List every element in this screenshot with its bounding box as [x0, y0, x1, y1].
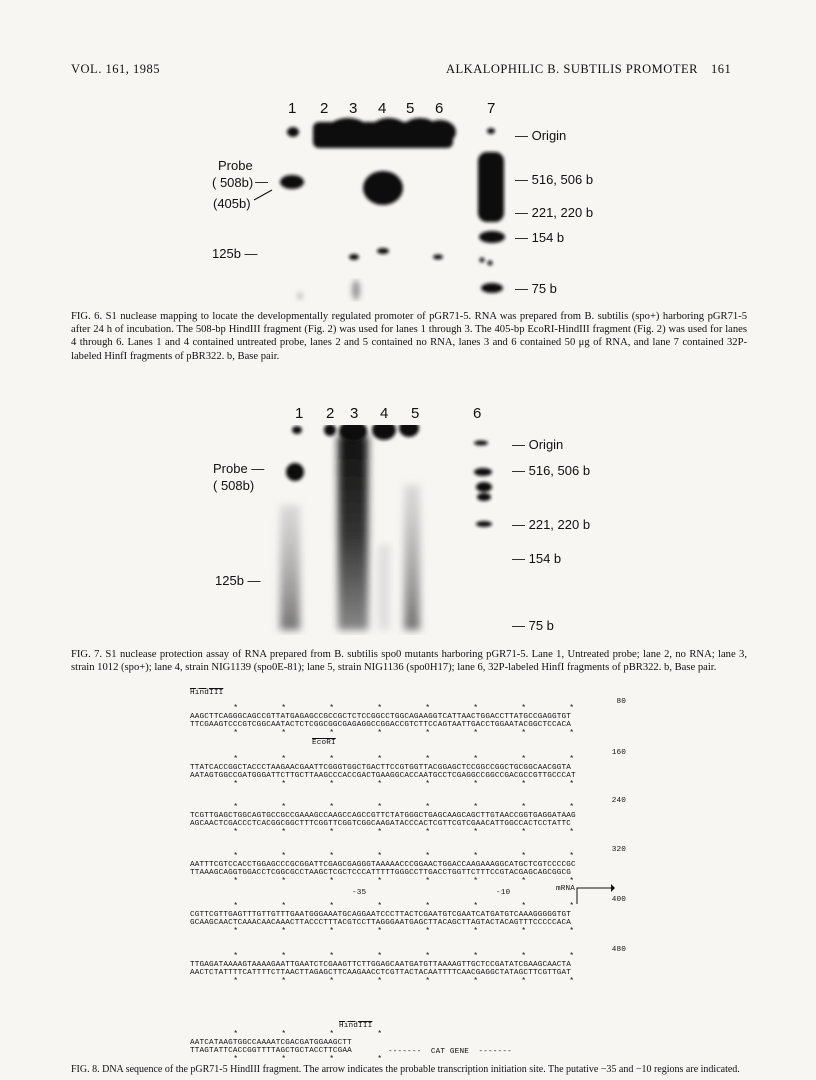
fig6-probe-label: Probe [218, 158, 253, 173]
sequence-bottom-strand: GCAAGCAACTCAAACAACAAACTTACCCTTTACGTCCTTAGGGAATGAGCTTACAGCTTAGTACTACAGTTTCCCCCACA [190, 919, 572, 927]
sequence-block [190, 846, 626, 886]
sequence-position: 480 [611, 946, 626, 954]
sequence-bottom-strand: TTAAAGCAGGTGGACCTCGGCGCCTAAGCTCGCTCCCATTTTTGGGCCTTGACCTGGTTCTTTCCGTACGAGCAGCGGCG [190, 869, 572, 877]
fig7-125b-label: 125b — [215, 573, 261, 588]
mrna-label: mRNA [556, 885, 576, 893]
sequence-top-strand: AAGCTTCAGGGCAGCCGTTATGAGAGCCGCCGCTCTCCGGCCTGGCAGAAGGTCATTAACTGGACCTTATGCCGAGGTGT [190, 713, 572, 721]
sequence-position: 320 [611, 846, 626, 854]
fig7-marker-516: — 516, 506 b [512, 463, 591, 478]
tick-row: * * * * * * * * [190, 852, 575, 861]
fig6-lane-label: 7 [487, 100, 496, 117]
fig6-lane-label: 4 [378, 100, 387, 117]
sequence-top-strand: TTGAGATAAAAGTAAAAGAATTGAATCTCGAAGTTCTTGGAGCAATGATGTTAAAAGTTGCTCCGATATCGAAGCAACTA [190, 961, 572, 969]
fig7-lane3-smear [338, 435, 368, 630]
cat-gene-label: ------- CAT GENE ------- [388, 1048, 512, 1056]
fig6-probe-size-405: (405b) [213, 196, 251, 211]
tick-row: * * * * [190, 1055, 383, 1064]
tick-row: * * * * * * * * [190, 729, 575, 738]
sequence-position: 400 [611, 896, 626, 904]
fig6-marker-ladder [478, 152, 504, 222]
fig7-lane-label: 4 [380, 405, 389, 422]
fig6-lane4-125b-band [377, 248, 389, 254]
fig7-marker-221: — 221, 220 b [512, 517, 591, 532]
sequence-top-strand: AATCATAAGTGGCCAAAATCGACGATGGAAGCTT [190, 1039, 352, 1047]
tick-row: * * * * * * * * [190, 952, 575, 961]
fig6-lane-label: 6 [435, 100, 444, 117]
tick-row: * * * * * * * * [190, 755, 575, 764]
sequence-position: 80 [616, 698, 626, 706]
fig6-marker-75: — 75 b [515, 281, 557, 296]
fig6-lane-label: 2 [320, 100, 329, 117]
sequence-block [190, 749, 626, 789]
tick-row: * * * * * * * * [190, 902, 575, 911]
fig6-marker-516: — 516, 506 b [515, 172, 594, 187]
fig6-lane1-probe-band [280, 175, 304, 189]
fig6-lane3-125b-band [349, 254, 359, 260]
fig6-lane1-origin-band [287, 127, 299, 137]
fig6-marker-221: — 221, 220 b [515, 205, 594, 220]
sequence-block [190, 698, 626, 738]
fig6-gel-image [0, 90, 816, 305]
fig7-caption: FIG. 7. S1 nuclease protection assay of RNA prepared from B. subtilis spo0 mutants harboring pGR71-5. Lane 1, Untreated probe; lane 2, no RNA; lane 3, strain 1012 (spo+); lane 4, strain NIG1139 (spo0E-81); lane 5, strain NIG1136 (spo0H17); lane 6, 32P-labeled HinfI fragments of pBR322. b, Base pair. [71, 649, 747, 674]
sequence-bottom-strand: TTCGAAGTCCCGTCGGCAATACTCTCGGCGGCGAGAGGCCGGACCGTCTTCCAGTAATTGACCTGGAATACGGCTCCACA [190, 721, 572, 729]
sequence-position: 160 [611, 749, 626, 757]
fig6-lane4-probe-band [363, 171, 403, 205]
page-number: 161 [711, 62, 732, 76]
sequence-block-final [190, 1030, 382, 1064]
fig7-lane-label: 3 [350, 405, 359, 422]
sequence-position: 240 [611, 797, 626, 805]
fig7-gel-image [0, 425, 816, 635]
tick-row: * * * * * * * * [190, 977, 575, 986]
sequence-top-strand: AATTTCGTCCACCTGGAGCCCGCGGATTCGAGCGAGGGTAAAAACCCGGAACTGGACCAAGAAAGGCATGCTCGTCCCCGC [190, 861, 576, 869]
tick-row: * * * * * * * * [190, 704, 575, 713]
fig7-lane1-probe-band [286, 463, 304, 481]
sequence-block [190, 946, 626, 986]
fig7-lane-label: 2 [326, 405, 335, 422]
fig7-lane-label: 6 [473, 405, 482, 422]
sequence-bottom-strand: AATAGTGGCCGATGGGATTCTTGCTTAAGCCCACCGACTGAAGGCACCAATGCCTCGAGGCCGGCCGACGCCGTTGCCCAT [190, 772, 576, 780]
hindiii-site-label: HindIII [190, 689, 224, 697]
tick-row: * * * * * * * * [190, 780, 575, 789]
running-header-title: ALKALOPHILIC B. SUBTILIS PROMOTER [446, 62, 698, 76]
minus10-label: -10 [496, 889, 511, 897]
sequence-bottom-strand: TTAGTATTCACCGGTTTTAGCTGCTACCTTCGAA [190, 1047, 352, 1055]
tick-row: * * * * * * * * [190, 828, 575, 837]
minus35-label: -35 [352, 889, 367, 897]
sequence-bottom-strand: AGCAACTCGACCCTCACGGCGGCTTTCGGTTCGGTCGGCAAGATACCCACTCGTTCGTCGAACATTGGCCACTCCTATTC [190, 820, 572, 828]
fig8-caption: FIG. 8. DNA sequence of the pGR71-5 HindIII fragment. The arrow indicates the probable transcription initiation site. The putative −35 and −10 regions are indicated. [71, 1064, 740, 1075]
fig6-caption: FIG. 6. S1 nuclease mapping to locate the developmentally regulated promoter of pGR71-5. RNA was prepared from B. subtilis (spo+) harboring pGR71-5 after 24 h of incubation. The 508-bp HindIII fragment (Fig. 2) was used for lanes 1 through 3. The 405-bp EcoRI-HindIII fragment (Fig. 2) was used for lanes 4 through 6. Lanes 1 and 4 contained untreated probe, lanes 2 and 5 contained no RNA, lanes 3 and 6 contained 50 μg of RNA, and lane 7 contained 32P-labeled HinfI fragments of pBR322. b, Base pair. [71, 311, 747, 362]
sequence-block [190, 896, 626, 936]
fig6-lane6-125b-band [433, 255, 443, 260]
fig6-probe-size-508: ( 508b) [212, 175, 254, 190]
tick-row: * * * * * * * * [190, 803, 575, 812]
sequence-top-strand: TTATCACCGGCTACCCTAAGAACGAATTCGGGTGGCTGACTTCCGTGGTTACGGAGCTCCGGCCGGCTGCGGCAACGGTA [190, 764, 572, 772]
fig6-marker-origin: — Origin [515, 128, 567, 143]
tick-row: * * * * [190, 1030, 383, 1039]
running-header-volume: VOL. 161, 1985 [71, 62, 160, 76]
tick-row: * * * * * * * * [190, 927, 575, 936]
fig6-lane-label: 3 [349, 100, 358, 117]
tick-row: * * * * * * * * [190, 877, 575, 886]
sequence-block [190, 797, 626, 837]
fig6-probe-pointer: — [255, 174, 268, 189]
sequence-bottom-strand: AACTCTATTTTCATTTTCTTAACTTAGAGCTTCAAGAACCTCGTTACTACAATTTTCAACGAGGCTATAGCTTCGTTGAT [190, 969, 572, 977]
fig7-marker-origin: — Origin [512, 437, 564, 452]
fig7-marker-154: — 154 b [512, 551, 562, 566]
sequence-top-strand: TCGTTGAGCTGGCAGTGCCGCCGAAAGCCAAGCCAGCCGTTCTATGGGCTGAGCAAGCAGCTTGTAACCGGTGAGGATAAG [190, 812, 576, 820]
fig7-probe-size: ( 508b) [213, 478, 255, 493]
fig6-405-pointer [252, 188, 274, 202]
fig6-125b-label: 125b — [212, 246, 258, 261]
fig6-lane-label: 1 [288, 100, 297, 117]
fig7-probe-label: Probe — [213, 461, 265, 476]
sequence-top-strand: CGTTCGTTGAGTTTGTTGTTTGAATGGGAAATGCAGGAATCCCTTACTCGAATGTCGAATCATGATGTCAAAGGGGGTGT [190, 911, 572, 919]
fig6-lane-label: 5 [406, 100, 415, 117]
ecori-site-label: EcoRI [312, 739, 336, 747]
hindiii-site-label-end: HindIII [339, 1022, 373, 1030]
fig6-marker-154: — 154 b [515, 230, 565, 245]
fig7-lane-label: 1 [295, 405, 304, 422]
fig7-lane-label: 5 [411, 405, 420, 422]
fig7-marker-75: — 75 b [512, 618, 554, 633]
